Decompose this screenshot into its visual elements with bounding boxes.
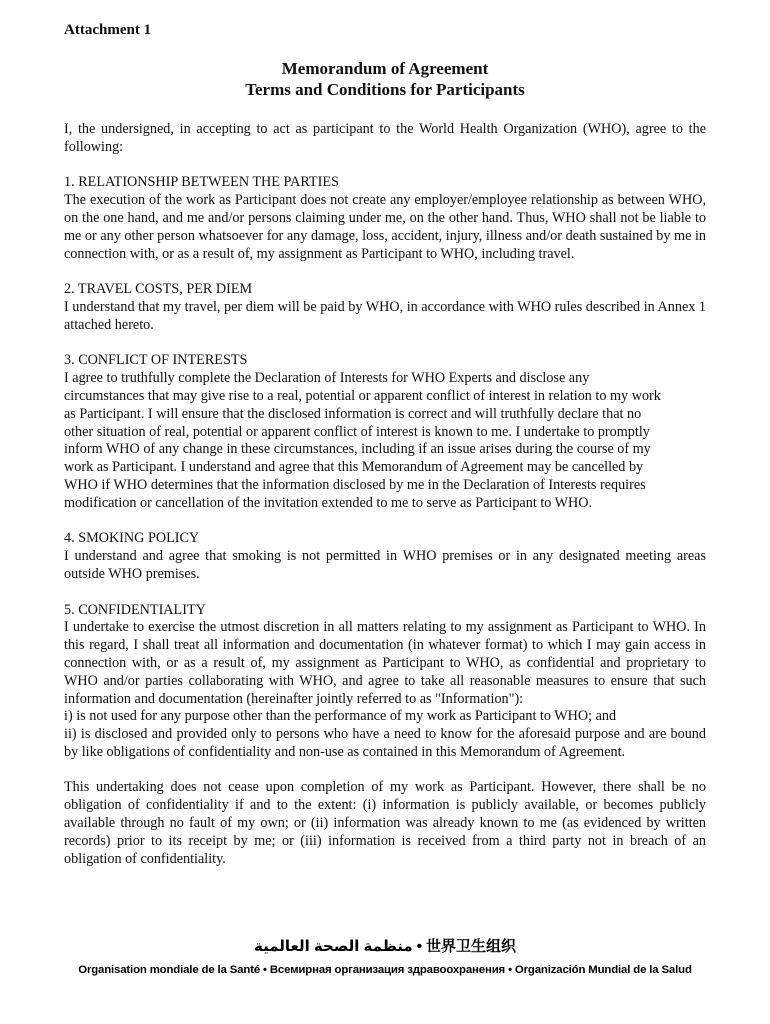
section-line: I agree to truthfully complete the Declaration of Interests for WHO Experts and disclose any — [64, 370, 590, 387]
title-line-1: Memorandum of Agreement — [281, 59, 489, 78]
section-text: I understand and agree that smoking is not permitted in WHO premises or in any designated meeting areas outside WHO premises. — [64, 548, 706, 582]
section-line: work as Participant. I understand and agree that this Memorandum of Agreement may be cancelled by — [64, 459, 644, 476]
footer-chinese: 世界卫生组织 — [426, 938, 517, 955]
footer-separator: • — [416, 938, 422, 955]
footer-russian: Всемирная организация здравоохранения — [269, 964, 506, 976]
section-line: WHO if WHO determines that the information disclosed by me in the Declaration of Interests requires — [64, 476, 646, 493]
footer-languages-bottom — [0, 962, 770, 978]
section-text: I undertake to exercise the utmost discretion in all matters relating to my assignment as Participant to WHO. In this regard, I shall treat all information and documentation (in whatever format) to which I may gain access in connection with, or as a result of, my assignment as Participant to WHO, as confidential and proprietary to WHO and/or parties collaborating with WHO, and agree to take all reasonable measures to ensure that such information and documentation (hereinafter jointly referred to as "Information"): — [64, 619, 706, 707]
section-text: The execution of the work as Participant does not create any employer/employee relationship as between WHO, on the one hand, and me and/or persons claiming under me, on the other hand. Thus, WHO shall not be liable to me or any other person whatsoever for any damage, loss, accident, injury, illness and/or death sustained by me in connection with, or as a result of, my assignment as Participant to WHO, including travel. — [64, 192, 706, 262]
section-conflict — [64, 352, 706, 512]
footer-separator: • — [508, 964, 512, 976]
section-heading: 3. CONFLICT OF INTERESTS — [64, 352, 248, 369]
footer-spanish: Organización Mundial de la Salud — [514, 964, 692, 976]
section-line: circumstances that may give rise to a real, potential or apparent conflict of interest in relation to my work — [64, 387, 661, 404]
footer-french: Organisation mondiale de la Santé — [78, 964, 261, 976]
section-heading: 1. RELATIONSHIP BETWEEN THE PARTIES — [64, 174, 339, 191]
section-line: modification or cancellation of the invitation extended to me to serve as Participant to WHO. — [64, 494, 593, 511]
section-line: inform WHO of any change in these circumstances, including if an issue arises during the course of my — [64, 441, 651, 458]
section-confidentiality — [64, 602, 706, 762]
section-travel — [64, 281, 706, 334]
closing-paragraph: This undertaking does not cease upon completion of my work as Participant. However, there shall be no obligation of confidentiality if and to the extent: (i) information is publicly available, or becomes publicly available through no fault of my own; or (ii) information was already known to me (as evidenced by written records) prior to its receipt by me; or (iii) information is received from a third party not in breach of an obligation of confidentiality. — [64, 779, 706, 867]
section-heading: 2. TRAVEL COSTS, PER DIEM — [64, 281, 253, 298]
section-text: I understand that my travel, per diem will be paid by WHO, in accordance with WHO rules described in Annex 1 attached hereto. — [64, 298, 706, 333]
intro-paragraph: I, the undersigned, in accepting to act as participant to the World Health Organization (WHO), agree to the following: — [64, 121, 706, 155]
document-body — [64, 121, 706, 886]
section-relationship — [64, 174, 706, 263]
title-line-2: Terms and Conditions for Participants — [245, 80, 525, 99]
section-line: other situation of real, potential or apparent conflict of interest is known to me. I undertake to promptly — [64, 423, 650, 440]
section-heading: 5. CONFIDENTIALITY — [64, 601, 206, 618]
section-line: as Participant. I will ensure that the disclosed information is correct and will truthfully declare that no — [64, 405, 642, 422]
who-footer — [0, 936, 770, 978]
footer-languages-top — [0, 936, 770, 958]
attachment-label: Attachment 1 — [64, 22, 152, 38]
footer-arabic: منظمة الصحة العالمية — [253, 938, 413, 955]
footer-separator: • — [263, 964, 267, 976]
section-heading: 4. SMOKING POLICY — [64, 530, 200, 547]
document-title — [0, 58, 770, 100]
confidentiality-item-i: i) is not used for any purpose other than the performance of my work as Participant to WHO; and — [64, 708, 617, 725]
confidentiality-item-ii: ii) is disclosed and provided only to persons who have a need to know for the aforesaid purpose and are bound by like obligations of confidentiality and non-use as contained in this Memorandum of Agreement. — [64, 726, 706, 760]
section-smoking — [64, 530, 706, 583]
